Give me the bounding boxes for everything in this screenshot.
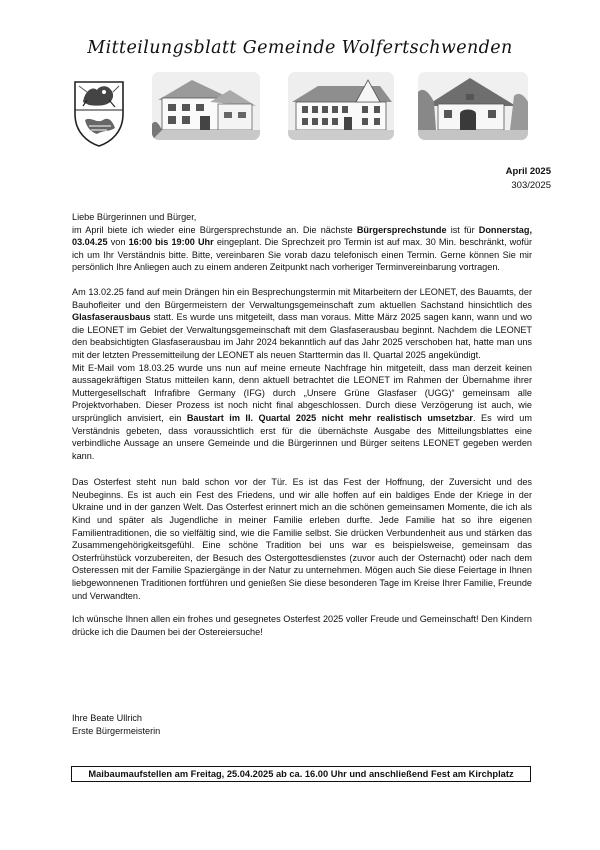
barn-photo xyxy=(418,72,528,140)
issue-number: 303/2025 xyxy=(511,180,551,191)
paragraph-easter: Das Osterfest steht nun bald schon vor der Tür. Es ist das Fest der Hoffnung, der Zuversicht und des Neubeginns. Es ist auch ein Fest des Friedens, und wir alle hoffen auf ein baldiges Ende der Kriege in der Ukraine und in der ganzen Welt. Das Osterfest erinnert mich an die schönen gemeinsamen Momente, die ich als Kind und später als Jugendliche in meiner Familie erleben durfte. Jede Familie hat so ihre eigenen Familientraditionen, die so vielfältig sind, wie die Familie selbst. Sie drücken Verbundenheit aus und stärken das Zusammengehörigkeitsgefühl. Eine schöne Tradition bei uns war es beispielsweise, gemeinsam das Osterfrühstück vorzubereiten, der Besuch des Ostergottesdienstes (zuvor auch der Osternacht) oder nach dem Osteressen mit der Familie Spaziergänge in der Natur zu unternehmen. Mögen auch Sie diese Feiertage in Ihnen liebgewonnenen Traditionen fortführen und genießen Sie diese besonderen Tage im Kreise Ihrer Familie, Freunde und Verwandten. xyxy=(72,477,532,601)
closing-name: Ihre Beate Ullrich xyxy=(72,713,142,723)
paragraph-wishes: Ich wünsche Ihnen allen ein frohes und gesegnetes Osterfest 2025 voller Freude und Gemeinschaft! Den Kindern drücke ich die Daumen bei der Ostereiersuche! xyxy=(72,614,532,637)
signature-block xyxy=(72,712,160,737)
closing-role: Erste Bürgermeisterin xyxy=(72,725,161,736)
page-title: Mitteilungsblatt Gemeinde Wolfertschwenden xyxy=(87,38,513,58)
letter-body xyxy=(72,211,532,649)
paragraph-fiber: Am 13.02.25 fand auf mein Drängen hin ein Besprechungstermin mit Mitarbeitern der LEONET, des Bauamts, der Bauhofleiter und den Bürgermeistern der Verwaltungsgemeinschaft zum aktuellen Sachstand hinsichtlich des Glasfaserausbaus statt. Es wurde uns mitgeteilt, dass man voraus. Mitte März 2025 sagen kann, wann und wo die LEONET im Gebiet der Verwaltungsgemeinschaft mit dem Glasfaserausbau beginnt. Nachdem die LEONET den beabsichtigten Glasfaserausbau im Jahr 2024 bekanntlich auf das Jahr 2025 verschoben hat, hatte man uns mit der letzten Pressemitteilung der LEONET als neuen Starttermin das II. Quartal 2025 angekündigt. Mit E-Mail vom 18.03.25 wurde uns nun auf meine erneute Nachfrage hin mitgeteilt, dass man derzeit keinen aussagekräftigen Status mitteilen kann, denn aktuell betrachtet die LEONET im Rahmen der Übernahme ihrer Muttergesellschaft Infrafibre Germany (IFG) durch „Unsere Grüne Glasfaser (UGG)“ gemeinsam alle Projektvorhaben. Dieser Prozess ist noch nicht final abgeschlossen. Durch diese Verzögerung ist auch, wie ursprünglich anvisiert, ein Baustart im II. Quartal 2025 nicht mehr realistisch umsetzbar. Es wird um Verständnis gebeten, dass voraussichtlich erst für die übernächste Ausgabe des Mitteilungsblattes eine verbindliche Aussage an unsere Gemeinde und die Bürgerinnen und Bürger seitens LEONET gegeben werden kann. xyxy=(72,286,532,461)
event-notice: Maibaumaufstellen am Freitag, 25.04.2025 ab ca. 16.00 Uhr und anschließend Fest am Kirchplatz xyxy=(71,766,531,782)
coat-of-arms-icon xyxy=(73,80,125,148)
paragraph-consultation: im April biete ich wieder eine Bürgersprechstunde an. Die nächste Bürgersprechstunde ist für Donnerstag, 03.04.25 von 16:00 bis 19:00 Uhr eingeplant. Die Sprechzeit pro Termin ist auf max. 30 Min. beschränkt, wofür ich um Ihr Verständnis bitte. Bitte, vereinbaren Sie vorab dazu telefonisch einen Termin. Gerne können Sie mir persönlich Ihre Anliegen auch zu einem anderen Zeitpunkt nach vorheriger Terminvereinbarung vortragen. xyxy=(72,224,532,273)
house-photo xyxy=(152,72,260,140)
town-hall-photo xyxy=(288,72,394,140)
salutation: Liebe Bürgerinnen und Bürger, xyxy=(72,212,197,222)
issue-date: April 2025 xyxy=(505,166,551,177)
